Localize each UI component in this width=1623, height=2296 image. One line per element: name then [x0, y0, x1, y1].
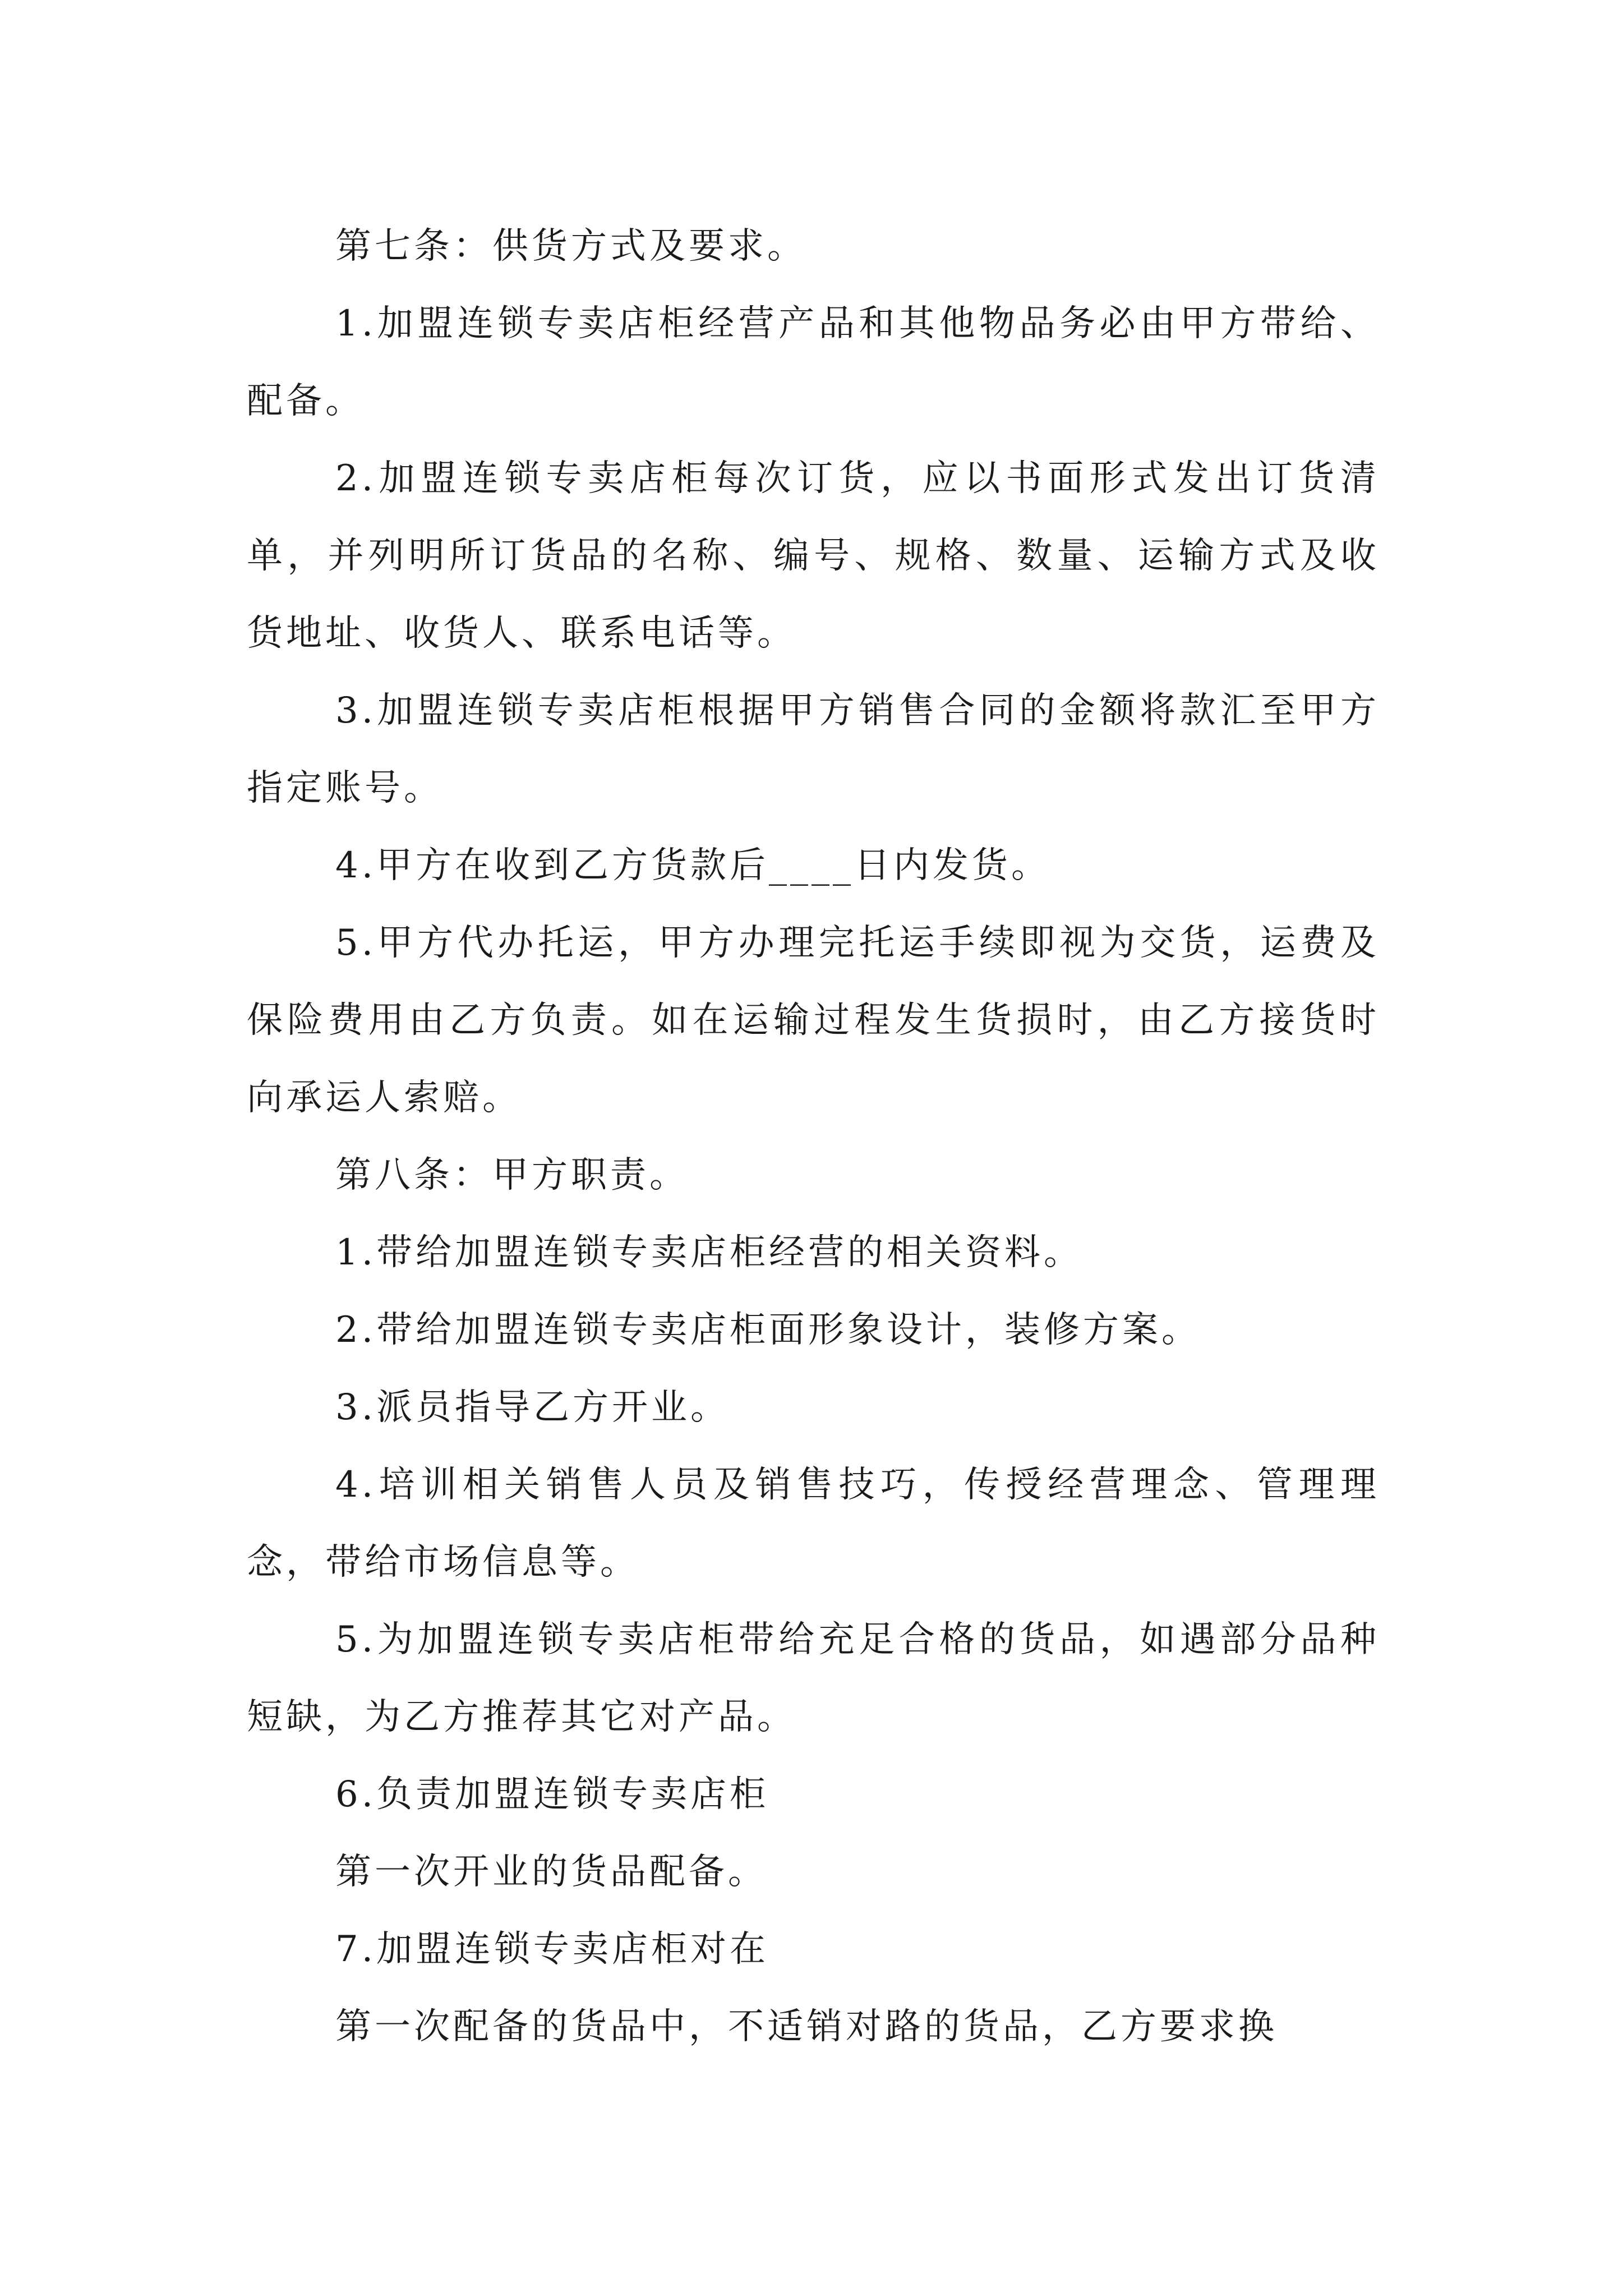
article-7-item-3: 3.加盟连锁专卖店柜根据甲方销售合同的金额将款汇至甲方指定账号。 — [247, 690, 1380, 809]
article-8-item-7: 7.加盟连锁专卖店柜对在 — [335, 1929, 769, 1970]
article-8-item-6-continued: 第一次开业的货品配备。 — [335, 1851, 767, 1893]
article-7-item-1: 1.加盟连锁专卖店柜经营产品和其他物品务必由甲方带给、配备。 — [247, 303, 1380, 422]
article-7-item-5: 5.甲方代办托运，甲方办理完托运手续即视为交货，运费及保险费用由乙方负责。如在运输过程发生货损时，由乙方接货时向承运人索赔。 — [247, 922, 1380, 1119]
article-8-item-4: 4.培训相关销售人员及销售技巧，传授经营理念、管理理念，带给市场信息等。 — [247, 1464, 1380, 1583]
article-8-item-5: 5.为加盟连锁专卖店柜带给充足合格的货品，如遇部分品种短缺，为乙方推荐其它对产品。 — [247, 1619, 1380, 1738]
article-7-item-2: 2.加盟连锁专卖店柜每次订货，应以书面形式发出订货清单，并列明所订货品的名称、编号、规格、数量、运输方式及收货地址、收货人、联系电话等。 — [247, 458, 1380, 654]
article-8-item-7-continued: 第一次配备的货品中，不适销对路的货品，乙方要求换 — [335, 2006, 1278, 2047]
article-7-item-4: 4.甲方在收到乙方货款后____日内发货。 — [335, 845, 1051, 886]
article-8-item-1: 1.带给加盟连锁专卖店柜经营的相关资料。 — [335, 1232, 1083, 1273]
document-body — [247, 208, 1380, 2065]
article-8-item-3: 3.派员指导乙方开业。 — [335, 1387, 730, 1428]
article-7-heading: 第七条：供货方式及要求。 — [335, 226, 806, 267]
article-8-item-2: 2.带给加盟连锁专卖店柜面形象设计，装修方案。 — [335, 1309, 1201, 1351]
article-8-heading: 第八条：甲方职责。 — [335, 1154, 689, 1196]
article-8-item-6: 6.负责加盟连锁专卖店柜 — [335, 1774, 769, 1815]
